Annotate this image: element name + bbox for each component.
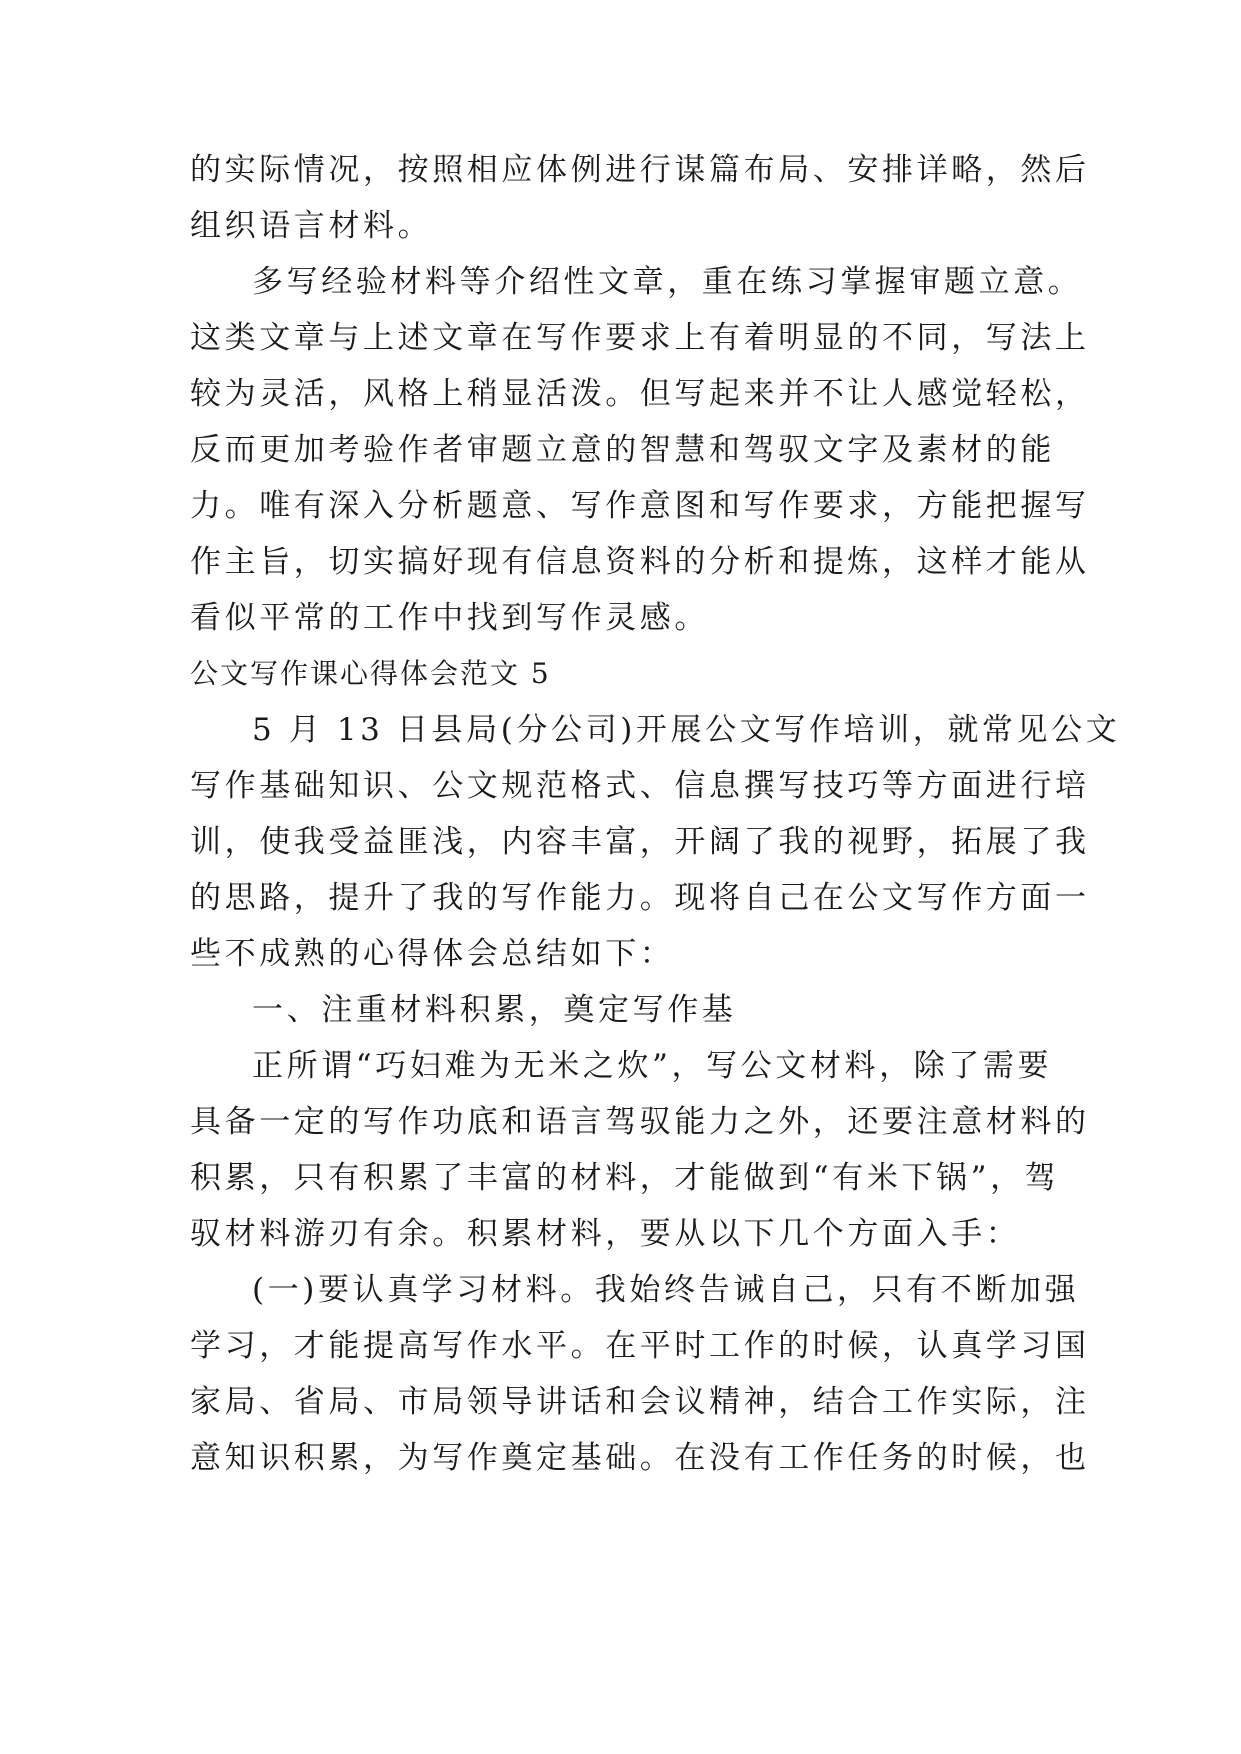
- paragraph-line: 家局、省局、市局领导讲话和会议精神，结合工作实际，注: [190, 1384, 1090, 1420]
- paragraph-line: 学习，才能提高写作水平。在平时工作的时候，认真学习国: [190, 1328, 1090, 1364]
- paragraph-line: 积累，只有积累了丰富的材料，才能做到“有米下锅”，驾: [190, 1160, 1060, 1196]
- paragraph-line: 作主旨，切实搞好现有信息资料的分析和提炼，这样才能从: [190, 544, 1090, 580]
- subheading-line: 一、注重材料积累，奠定写作基: [252, 992, 737, 1028]
- paragraph-line: 力。唯有深入分析题意、写作意图和写作要求，方能把握写: [190, 488, 1090, 524]
- paragraph-line: 具备一定的写作功底和语言驾驭能力之外，还要注意材料的: [190, 1104, 1090, 1140]
- paragraph-line: 反而更加考验作者审题立意的智慧和驾驭文字及素材的能: [190, 432, 1055, 468]
- paragraph-line: 的思路，提升了我的写作能力。现将自己在公文写作方面一: [190, 880, 1090, 916]
- paragraph-line: 这类文章与上述文章在写作要求上有着明显的不同，写法上: [190, 320, 1090, 356]
- paragraph-line: 较为灵活，风格上稍显活泼。但写起来并不让人感觉轻松，: [190, 376, 1090, 412]
- paragraph-line: 5 月 13 日县局(分公司)开展公文写作培训，就常见公文: [252, 712, 1121, 748]
- paragraph-line: 些不成熟的心得体会总结如下：: [190, 936, 675, 972]
- paragraph-line: 看似平常的工作中找到写作灵感。: [190, 600, 709, 636]
- paragraph-line: (一)要认真学习材料。我始终告诫自己，只有不断加强: [252, 1272, 1080, 1308]
- paragraph-line: 的实际情况，按照相应体例进行谋篇布局、安排详略，然后: [190, 152, 1090, 188]
- section-heading: 公文写作课心得体会范文 5: [190, 657, 551, 690]
- paragraph-line: 多写经验材料等介绍性文章，重在练习掌握审题立意。: [252, 264, 1083, 300]
- paragraph-line: 训，使我受益匪浅，内容丰富，开阔了我的视野，拓展了我: [190, 824, 1090, 860]
- paragraph-line: 组织语言材料。: [190, 208, 433, 244]
- paragraph-line: 正所谓“巧妇难为无米之炊”，写公文材料，除了需要: [252, 1048, 1053, 1084]
- paragraph-line: 意知识积累，为写作奠定基础。在没有工作任务的时候，也: [190, 1440, 1090, 1476]
- paragraph-line: 写作基础知识、公文规范格式、信息撰写技巧等方面进行培: [190, 768, 1090, 804]
- paragraph-line: 驭材料游刃有余。积累材料，要从以下几个方面入手：: [190, 1216, 1021, 1252]
